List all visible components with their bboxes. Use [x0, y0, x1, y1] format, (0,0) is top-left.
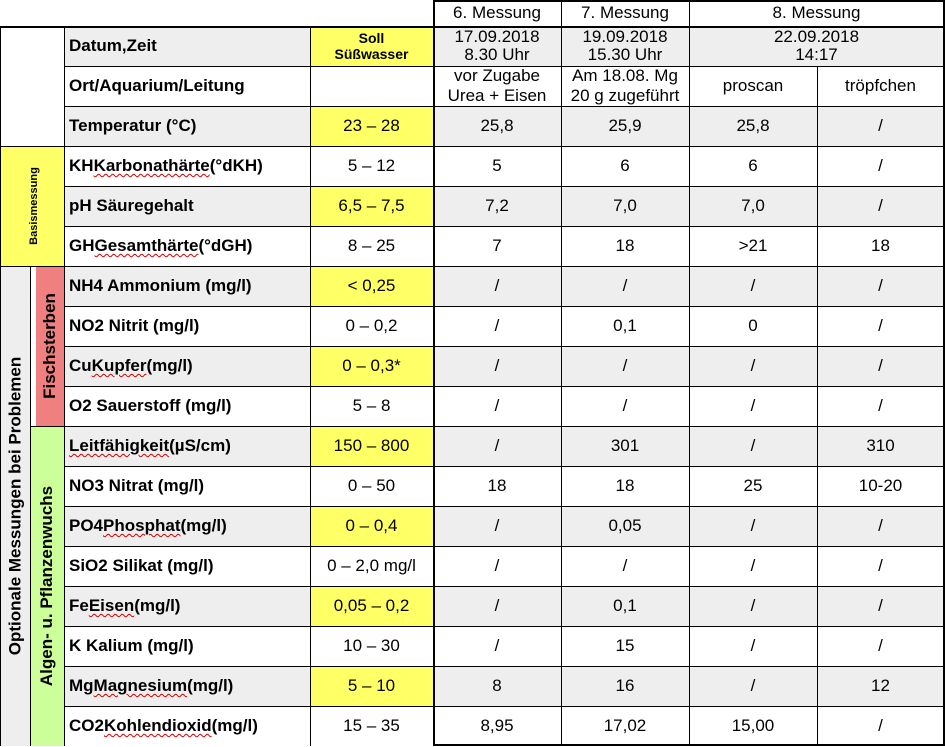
header-m8: 8. Messung [772, 3, 861, 22]
grid-line [0, 26, 944, 28]
measurement-value: / [817, 306, 944, 346]
measurement-value: / [433, 266, 561, 306]
measurement-value: / [433, 426, 561, 466]
param-label: KH Karbonathärte (°dKH) [65, 146, 310, 186]
measurement-value: 0 [689, 306, 817, 346]
measurement-value: 7 [433, 226, 561, 266]
measurement-value: 25,8 [689, 106, 817, 146]
group-algen-label-text: Algen- u. Pflanzenwuchs [37, 485, 56, 687]
soll-value: 0 – 50 [310, 466, 433, 506]
measurement-value: / [817, 586, 944, 626]
grid-line [65, 546, 944, 547]
measurement-value: 16 [561, 666, 689, 706]
grid-line [65, 626, 944, 627]
measurement-value: proscan [689, 66, 817, 106]
grid-line [65, 426, 944, 427]
param-label: SiO2 Silikat (mg/l) [65, 546, 310, 586]
param-label: Mg Magnesium (mg/l) [65, 666, 310, 706]
measurement-value: / [561, 266, 689, 306]
measurement-value: 7,0 [561, 186, 689, 226]
soll-value: 150 – 800 [310, 426, 433, 466]
measurement-value: >21 [689, 226, 817, 266]
measurement-value: 12 [817, 666, 944, 706]
measurement-value: / [433, 386, 561, 426]
measurement-value: / [689, 346, 817, 386]
soll-value: 23 – 28 [310, 106, 433, 146]
soll-value: 10 – 30 [310, 626, 433, 666]
measurement-value: / [433, 626, 561, 666]
param-label: O2 Sauerstoff (mg/l) [65, 386, 310, 426]
measurement-value: 310 [817, 426, 944, 466]
measurement-value: 8 [433, 666, 561, 706]
measurement-value: 15,00 [689, 706, 817, 746]
measurement-value: 18 [817, 226, 944, 266]
measurement-value: 25,9 [561, 106, 689, 146]
measurement-value: 19.09.2018 15.30 Uhr [561, 26, 689, 66]
param-label: NO3 Nitrat (mg/l) [65, 466, 310, 506]
measurement-value: 8,95 [433, 706, 561, 746]
grid-line [65, 586, 944, 587]
measurement-value: / [817, 386, 944, 426]
measurement-value: 5 [433, 146, 561, 186]
group-basis-label-text: Basismessung [28, 167, 40, 245]
param-label: NH4 Ammonium (mg/l) [65, 266, 310, 306]
grid-line [65, 346, 944, 347]
group-fisch-label-text: Fischsterben [40, 293, 59, 399]
measurement-value: 18 [433, 466, 561, 506]
measurement-value: 18 [561, 226, 689, 266]
grid-line [817, 66, 818, 746]
measurement-value: 6 [561, 146, 689, 186]
param-label: Ort/Aquarium/Leitung [65, 66, 310, 106]
measurement-value: 25 [689, 466, 817, 506]
measurement-value: 17.09.2018 8.30 Uhr [433, 26, 561, 66]
measurement-value: Am 18.08. Mg 20 g zugeführt [561, 66, 689, 106]
soll-value: 8 – 25 [310, 226, 433, 266]
grid-line [65, 106, 944, 107]
grid-line [65, 506, 944, 507]
measurement-value: / [433, 306, 561, 346]
measurement-value: / [817, 106, 944, 146]
soll-value: 0,05 – 0,2 [310, 586, 433, 626]
measurement-value: / [433, 346, 561, 386]
measurement-value: / [817, 706, 944, 746]
soll-value: 5 – 12 [310, 146, 433, 186]
grid-line [65, 146, 944, 147]
group-optional-label-text: Optionale Messungen bei Problemen [5, 356, 24, 656]
measurement-value: / [817, 346, 944, 386]
param-label: Datum,Zeit [65, 26, 310, 66]
measurement-value: / [817, 546, 944, 586]
grid-line [433, 0, 435, 746]
grid-line [65, 306, 944, 307]
soll-value: Soll Süßwasser [310, 26, 433, 66]
grid-line [30, 266, 31, 746]
measurement-value: / [817, 266, 944, 306]
measurement-value: / [689, 546, 817, 586]
measurement-value: / [689, 426, 817, 466]
measurement-value: 10-20 [817, 466, 944, 506]
measurement-value: / [433, 546, 561, 586]
param-label: GH Gesamthärte (°dGH) [65, 226, 310, 266]
soll-value: 5 – 8 [310, 386, 433, 426]
param-label: NO2 Nitrit (mg/l) [65, 306, 310, 346]
measurement-value: / [433, 506, 561, 546]
grid-line [0, 146, 65, 147]
param-label: PO4 Phosphat (mg/l) [65, 506, 310, 546]
header-m6: 6. Messung [453, 3, 541, 22]
measurement-value: / [817, 186, 944, 226]
measurement-value: / [817, 506, 944, 546]
param-label: K Kalium (mg/l) [65, 626, 310, 666]
param-label: Fe Eisen (mg/l) [65, 586, 310, 626]
group-optional-label [0, 266, 30, 746]
grid-line [65, 66, 944, 67]
measurement-value: 22.09.2018 14:17 [689, 26, 944, 66]
measurement-value: / [561, 346, 689, 386]
soll-value: 5 – 10 [310, 666, 433, 706]
group-algen-label [30, 426, 64, 746]
measurement-value: / [689, 506, 817, 546]
measurement-value: / [433, 586, 561, 626]
grid-line [65, 226, 944, 227]
measurement-value: 15 [561, 626, 689, 666]
grid-line [65, 266, 944, 267]
measurement-value: 0,1 [561, 306, 689, 346]
grid-line [310, 26, 311, 746]
measurement-value: / [689, 666, 817, 706]
grid-line [65, 666, 944, 667]
grid-line [0, 266, 65, 267]
grid-line [65, 466, 944, 467]
soll-value: 0 – 2,0 mg/l [310, 546, 433, 586]
param-label: Leitfähigkeit (µS/cm) [65, 426, 310, 466]
soll-value: 0 – 0,2 [310, 306, 433, 346]
measurement-value: tröpfchen [817, 66, 944, 106]
measurement-value: 7,2 [433, 186, 561, 226]
measurement-value: 301 [561, 426, 689, 466]
grid-line [65, 386, 944, 387]
measurement-value: 0,1 [561, 586, 689, 626]
grid-line [689, 0, 690, 746]
group-basis-label [20, 146, 48, 266]
measurement-value: / [561, 386, 689, 426]
measurement-value: / [689, 626, 817, 666]
soll-value: 0 – 0,4 [310, 506, 433, 546]
measurement-value: / [689, 266, 817, 306]
measurement-value: 6 [689, 146, 817, 186]
grid-line [65, 706, 944, 707]
grid-line [561, 0, 562, 746]
measurement-value: 18 [561, 466, 689, 506]
group-fisch-label [36, 266, 64, 426]
measurement-value: / [561, 546, 689, 586]
measurement-value: / [689, 386, 817, 426]
param-label: CO2 Kohlendioxid (mg/l) [65, 706, 310, 746]
param-label: pH Säuregehalt [65, 186, 310, 226]
grid-line [65, 186, 944, 187]
grid-line [64, 26, 65, 746]
measurement-value: vor Zugabe Urea + Eisen [433, 66, 561, 106]
grid-line [30, 426, 65, 427]
param-label: Temperatur (°C) [65, 106, 310, 146]
soll-value: < 0,25 [310, 266, 433, 306]
measurement-value: / [689, 586, 817, 626]
header-m7: 7. Messung [581, 3, 669, 22]
grid-line [0, 26, 1, 746]
soll-value: 0 – 0,3* [310, 346, 433, 386]
soll-value [310, 66, 433, 106]
measurement-value: / [817, 146, 944, 186]
soll-value: 6,5 – 7,5 [310, 186, 433, 226]
measurement-value: 25,8 [433, 106, 561, 146]
soll-value: 15 – 35 [310, 706, 433, 746]
measurement-value: / [817, 626, 944, 666]
param-label: Cu Kupfer (mg/l) [65, 346, 310, 386]
measurement-value: 0,05 [561, 506, 689, 546]
measurement-value: 17,02 [561, 706, 689, 746]
measurement-value: 7,0 [689, 186, 817, 226]
